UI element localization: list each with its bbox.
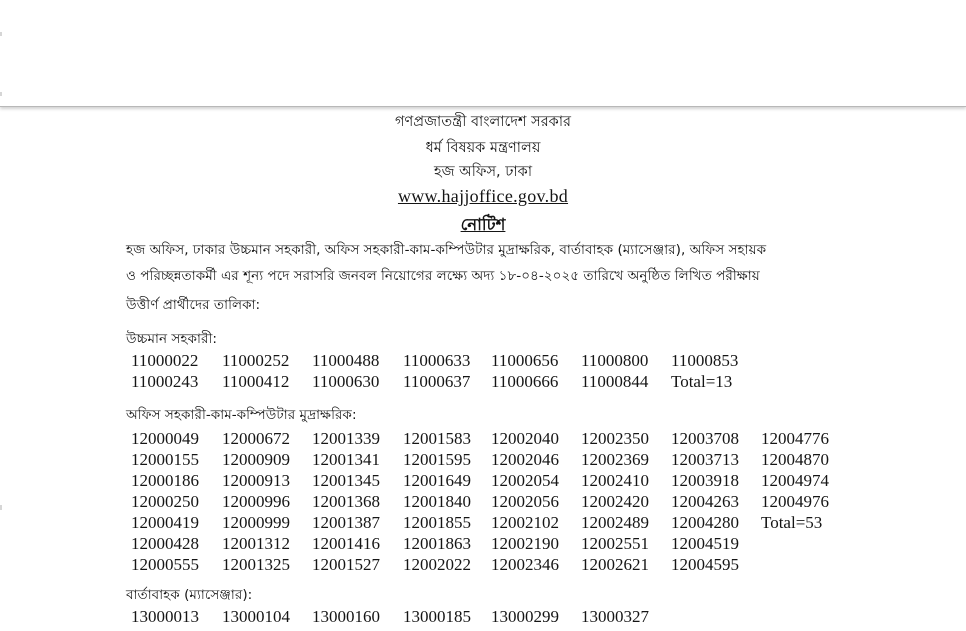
roll-number: 12002346: [491, 555, 559, 574]
section-title-higher-assistant: উচ্চমান সহকারী:: [126, 331, 217, 347]
roll-number: 12002621: [581, 555, 649, 574]
roll-number: 12002102: [491, 513, 559, 532]
roll-number: 13000160: [312, 607, 380, 626]
office-title: হজ অফিস, ঢাকা: [433, 164, 533, 180]
roll-number: 12000155: [131, 450, 199, 469]
roll-number: 13000327: [581, 607, 649, 626]
roll-number: 11000633: [403, 351, 471, 370]
roll-number: 12002022: [403, 555, 471, 574]
roll-number: 12001341: [312, 450, 380, 469]
roll-number: 13000104: [222, 607, 290, 626]
roll-number: 11000800: [581, 351, 649, 370]
roll-total: Total=13: [671, 372, 733, 391]
roll-number: 12003708: [671, 429, 739, 448]
intro-line-2: ও পরিচ্ছন্নতাকর্মী এর শূন্য পদে সরাসরি জনবল নিয়োগের লক্ষ্যে অদ্য ১৮-০৪-২০২৫ তারিখে অনুষ্ঠিত লিখিত পরীক্ষায়: [126, 268, 760, 284]
notice-document: [0, 108, 966, 631]
edge-mark: [0, 32, 2, 36]
roll-number: 12000428: [131, 534, 199, 553]
roll-number: 12002551: [581, 534, 649, 553]
roll-number: 11000488: [312, 351, 380, 370]
roll-number: 12000999: [222, 513, 290, 532]
website-link[interactable]: www.hajjoffice.gov.bd: [397, 186, 569, 206]
roll-number: 12004974: [761, 471, 829, 490]
roll-number: 12004263: [671, 492, 739, 511]
roll-number: 12004595: [671, 555, 739, 574]
roll-number: 12000996: [222, 492, 290, 511]
roll-number: 12000909: [222, 450, 290, 469]
roll-number: 12004776: [761, 429, 829, 448]
roll-number: 12002369: [581, 450, 649, 469]
roll-number: 12001416: [312, 534, 380, 553]
roll-number: 12000555: [131, 555, 199, 574]
roll-number: 12004976: [761, 492, 829, 511]
roll-total: Total=53: [761, 513, 823, 532]
roll-number: 12001527: [312, 555, 380, 574]
roll-number: 12000250: [131, 492, 199, 511]
roll-number: 12002054: [491, 471, 559, 490]
roll-number: 12001595: [403, 450, 471, 469]
roll-number: 11000412: [222, 372, 290, 391]
roll-number: 13000185: [403, 607, 471, 626]
roll-number: 11000844: [581, 372, 649, 391]
roll-number: 12002040: [491, 429, 559, 448]
roll-number: 12002489: [581, 513, 649, 532]
section-title-messenger: বার্তাবাহক (ম্যাসেঞ্জার):: [126, 587, 253, 603]
blank-header-band: [0, 0, 966, 107]
notice-heading: নোটিশ: [460, 215, 506, 234]
roll-number: 12003918: [671, 471, 739, 490]
roll-number: 12001863: [403, 534, 471, 553]
roll-number: 12002350: [581, 429, 649, 448]
roll-number: 12002410: [581, 471, 649, 490]
roll-number: 12001855: [403, 513, 471, 532]
roll-number: 11000656: [491, 351, 559, 370]
roll-number: 11000666: [491, 372, 559, 391]
intro-line-3: উত্তীর্ণ প্রার্থীদের তালিকা:: [126, 297, 261, 313]
roll-number: 12001368: [312, 492, 380, 511]
government-title: গণপ্রজাতন্ত্রী বাংলাদেশ সরকার: [394, 114, 571, 130]
roll-number: 12003713: [671, 450, 739, 469]
roll-number: 12002056: [491, 492, 559, 511]
roll-number: 12001649: [403, 471, 471, 490]
roll-number: 13000013: [131, 607, 199, 626]
roll-number: 12001312: [222, 534, 290, 553]
roll-number: 12002046: [491, 450, 559, 469]
roll-number: 12004519: [671, 534, 739, 553]
roll-number: 12000186: [131, 471, 199, 490]
roll-number: 12000672: [222, 429, 290, 448]
roll-number: 12001339: [312, 429, 380, 448]
roll-number: 11000630: [312, 372, 380, 391]
roll-number: 12000913: [222, 471, 290, 490]
roll-number: 11000243: [131, 372, 199, 391]
roll-number: 12000419: [131, 513, 199, 532]
roll-number: 13000299: [491, 607, 559, 626]
roll-number: 11000637: [403, 372, 471, 391]
roll-number: 12001345: [312, 471, 380, 490]
roll-number: 12001325: [222, 555, 290, 574]
section-title-office-assistant: অফিস সহকারী-কাম-কম্পিউটার মুদ্রাক্ষরিক:: [126, 407, 357, 423]
roll-number: 12004870: [761, 450, 829, 469]
roll-number: 12001840: [403, 492, 471, 511]
roll-number: 12002420: [581, 492, 649, 511]
roll-number: 11000252: [222, 351, 290, 370]
edge-mark: [0, 92, 2, 96]
roll-number: 12002190: [491, 534, 559, 553]
ministry-title: ধর্ম বিষয়ক মন্ত্রণালয়: [425, 140, 541, 156]
roll-number: 11000022: [131, 351, 199, 370]
roll-number: 12001387: [312, 513, 380, 532]
roll-number: 12000049: [131, 429, 199, 448]
roll-number: 11000853: [671, 351, 739, 370]
intro-line-1: হজ অফিস, ঢাকার উচ্চমান সহকারী, অফিস সহকারী-কাম-কম্পিউটার মুদ্রাক্ষরিক, বার্তাবাহক (ম্যাসেঞ্জার), অফিস সহায়ক: [126, 242, 767, 258]
roll-number: 12004280: [671, 513, 739, 532]
roll-number: 12001583: [403, 429, 471, 448]
